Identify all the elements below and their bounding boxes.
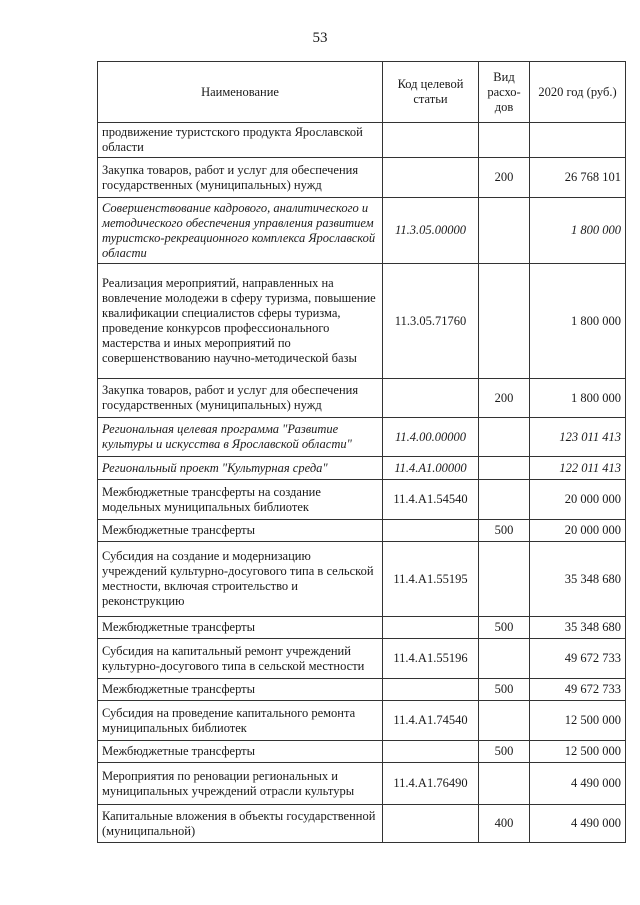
header-kind: Вид расхо-дов [479, 62, 530, 123]
row-name-cell: Региональная целевая программа "Развитие культуры и искусства в Ярославской области" [98, 418, 383, 457]
table-row [98, 457, 626, 480]
row-amount-cell: 122 011 413 [530, 457, 626, 480]
row-kind-cell [479, 418, 530, 457]
row-code-cell: 11.4.A1.74540 [383, 701, 479, 741]
row-name-cell: Закупка товаров, работ и услуг для обеспечения государственных (муниципальных) нужд [98, 158, 383, 198]
row-amount-cell: 26 768 101 [530, 158, 626, 198]
page-number: 53 [312, 30, 328, 46]
table-row [98, 379, 626, 418]
row-name-cell: Мероприятия по реновации региональных и муниципальных учреждений отрасли культуры [98, 763, 383, 805]
row-amount-cell: 20 000 000 [530, 520, 626, 542]
row-name-cell: Субсидия на капитальный ремонт учреждений культурно-досугового типа в сельской местности [98, 639, 383, 679]
row-kind-cell: 400 [479, 805, 530, 843]
row-amount-cell: 1 800 000 [530, 198, 626, 264]
row-name-cell: Субсидия на проведение капитального ремонта муниципальных библиотек [98, 701, 383, 741]
row-kind-cell: 500 [479, 679, 530, 701]
row-kind-cell [479, 480, 530, 520]
row-kind-cell [479, 701, 530, 741]
table-row [98, 418, 626, 457]
row-code-cell [383, 617, 479, 639]
row-name-cell: Капитальные вложения в объекты государственной (муниципальной) [98, 805, 383, 843]
row-amount-cell [530, 123, 626, 158]
row-code-cell: 11.4.A1.55196 [383, 639, 479, 679]
row-name-cell: Межбюджетные трансферты на создание модельных муниципальных библиотек [98, 480, 383, 520]
row-code-cell [383, 158, 479, 198]
row-amount-cell: 20 000 000 [530, 480, 626, 520]
table-row [98, 617, 626, 639]
row-kind-cell: 500 [479, 617, 530, 639]
row-name-cell: Межбюджетные трансферты [98, 617, 383, 639]
row-code-cell: 11.4.A1.55195 [383, 542, 479, 617]
table-row [98, 741, 626, 763]
table-row [98, 805, 626, 843]
row-code-cell: 11.3.05.71760 [383, 264, 479, 379]
row-code-cell: 11.4.A1.76490 [383, 763, 479, 805]
table-header-row [98, 62, 626, 123]
row-amount-cell: 4 490 000 [530, 805, 626, 843]
row-name-cell: Межбюджетные трансферты [98, 520, 383, 542]
header-code: Код целевой статьи [383, 62, 479, 123]
row-amount-cell: 1 800 000 [530, 264, 626, 379]
table-row [98, 480, 626, 520]
row-kind-cell [479, 198, 530, 264]
row-code-cell: 11.4.A1.54540 [383, 480, 479, 520]
row-name-cell: продвижение туристского продукта Ярославской области [98, 123, 383, 158]
row-name-cell: Региональный проект "Культурная среда" [98, 457, 383, 480]
row-amount-cell: 12 500 000 [530, 741, 626, 763]
row-kind-cell [479, 639, 530, 679]
table-row [98, 701, 626, 741]
row-amount-cell: 1 800 000 [530, 379, 626, 418]
row-amount-cell: 35 348 680 [530, 542, 626, 617]
table-row [98, 679, 626, 701]
row-amount-cell: 49 672 733 [530, 639, 626, 679]
row-name-cell: Закупка товаров, работ и услуг для обеспечения государственных (муниципальных) нужд [98, 379, 383, 418]
table-row [98, 520, 626, 542]
row-name-cell: Межбюджетные трансферты [98, 679, 383, 701]
row-amount-cell: 12 500 000 [530, 701, 626, 741]
table-row [98, 264, 626, 379]
row-kind-cell [479, 763, 530, 805]
row-code-cell: 11.3.05.00000 [383, 198, 479, 264]
budget-table [97, 61, 626, 843]
row-amount-cell: 123 011 413 [530, 418, 626, 457]
row-kind-cell: 500 [479, 741, 530, 763]
row-code-cell [383, 379, 479, 418]
row-amount-cell: 4 490 000 [530, 763, 626, 805]
row-code-cell: 11.4.00.00000 [383, 418, 479, 457]
row-kind-cell [479, 123, 530, 158]
table-row [98, 763, 626, 805]
row-kind-cell: 500 [479, 520, 530, 542]
row-amount-cell: 35 348 680 [530, 617, 626, 639]
row-name-cell: Субсидия на создание и модернизацию учреждений культурно-досугового типа в сельской местности, включая строительство и реконструкцию [98, 542, 383, 617]
row-amount-cell: 49 672 733 [530, 679, 626, 701]
row-code-cell [383, 805, 479, 843]
row-kind-cell [479, 457, 530, 480]
table-row [98, 542, 626, 617]
row-name-cell: Реализация мероприятий, направленных на вовлечение молодежи в сферу туризма, повышение квалификации специалистов сферы туризма, проведение конкурсов профессионального мастерства и иных мероприятий по совершенствованию научно-методической базы [98, 264, 383, 379]
row-code-cell [383, 520, 479, 542]
row-kind-cell [479, 264, 530, 379]
row-code-cell [383, 741, 479, 763]
row-name-cell: Совершенствование кадрового, аналитического и методического обеспечения управления развитием туристско-рекреационного комплекса Ярославской области [98, 198, 383, 264]
header-name: Наименование [98, 62, 383, 123]
row-kind-cell: 200 [479, 158, 530, 198]
row-name-cell: Межбюджетные трансферты [98, 741, 383, 763]
row-kind-cell: 200 [479, 379, 530, 418]
table-row [98, 639, 626, 679]
table-row [98, 198, 626, 264]
header-amount: 2020 год (руб.) [530, 62, 626, 123]
row-kind-cell [479, 542, 530, 617]
table-row [98, 158, 626, 198]
row-code-cell [383, 679, 479, 701]
table-row [98, 123, 626, 158]
row-code-cell [383, 123, 479, 158]
row-code-cell: 11.4.A1.00000 [383, 457, 479, 480]
